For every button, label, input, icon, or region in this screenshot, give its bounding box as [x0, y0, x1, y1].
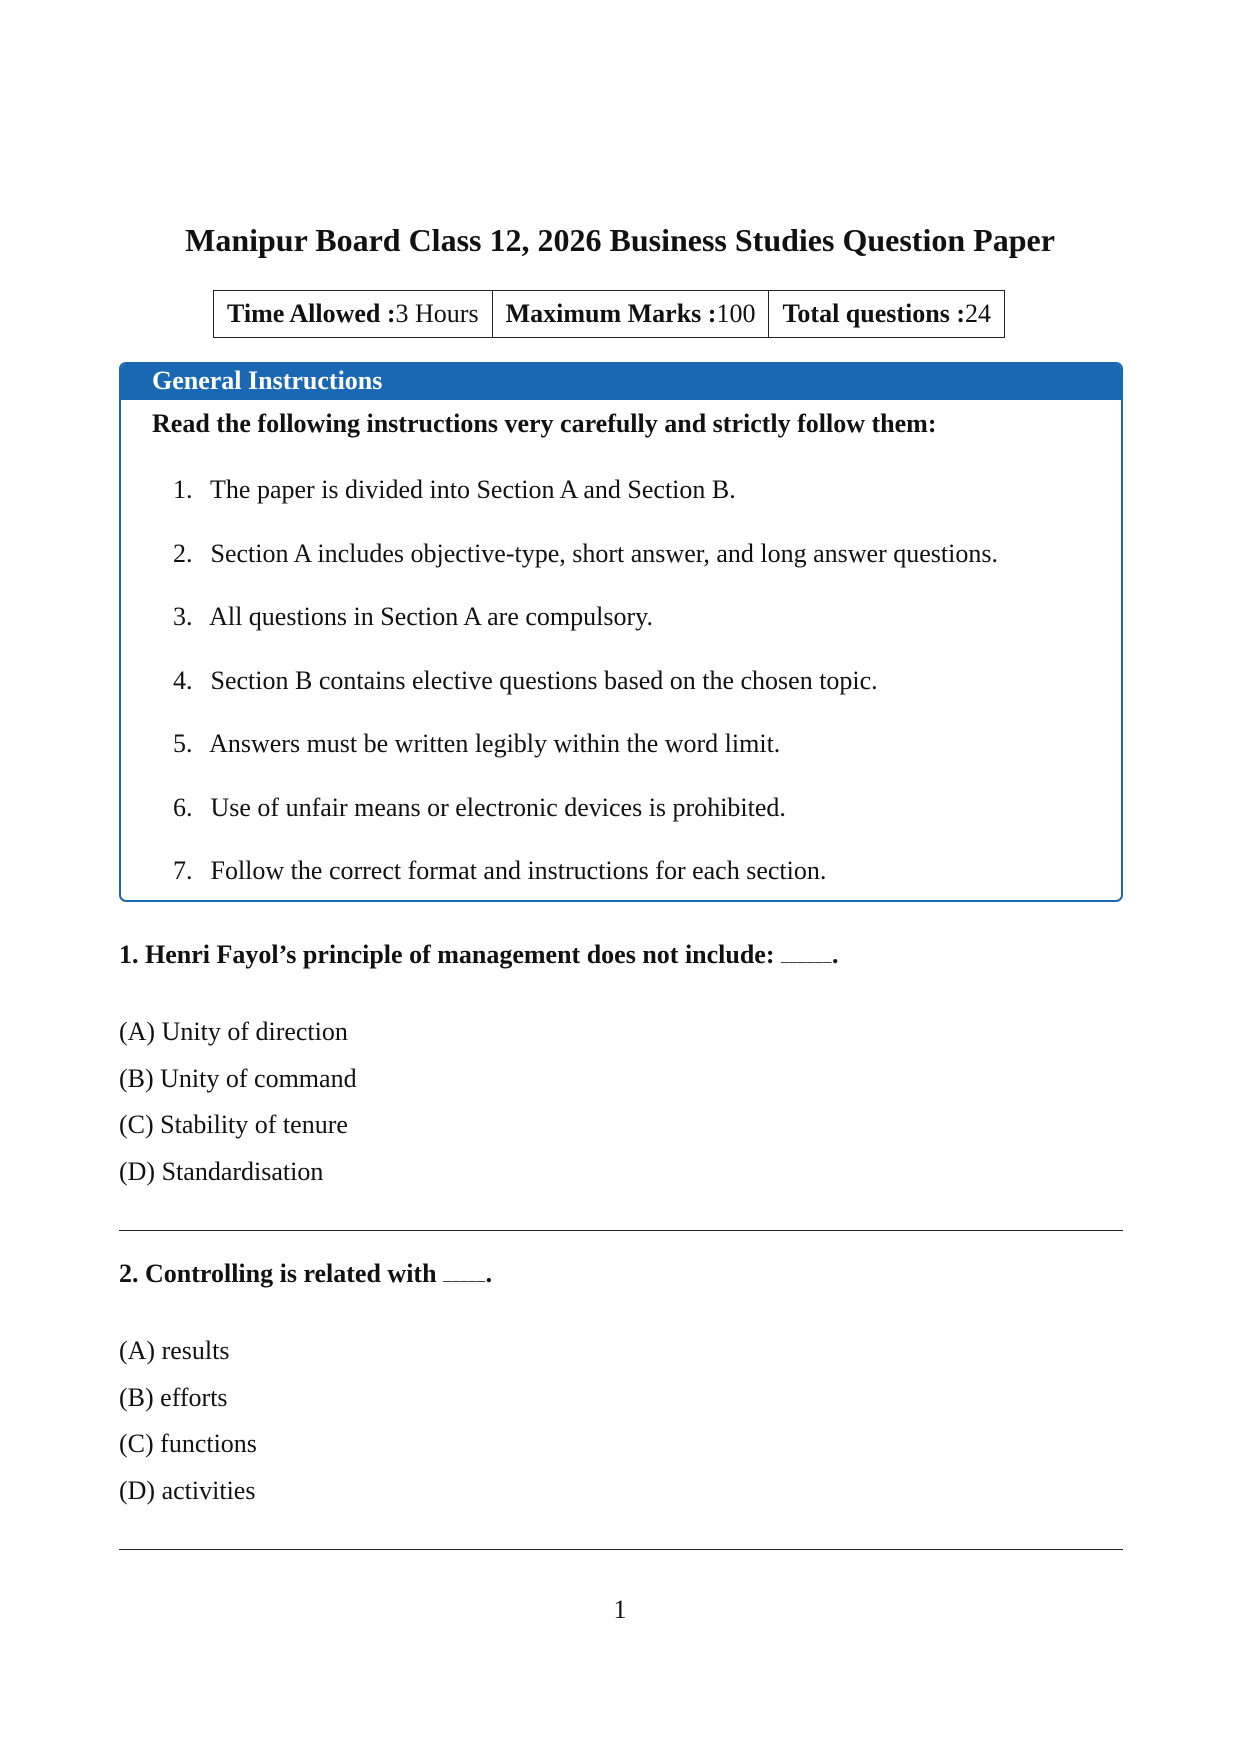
instruction-item	[121, 663, 998, 727]
instruction-item	[121, 536, 998, 600]
instruction-text: The paper is divided into Section A and Section B.	[210, 475, 736, 504]
option-b: (B) Unity of command	[119, 1063, 357, 1093]
question-end: .	[485, 1259, 493, 1288]
general-instructions-box	[119, 362, 1123, 902]
answer-blank: _____	[443, 1267, 486, 1284]
page-number: 1	[613, 1595, 627, 1624]
question-divider	[119, 1549, 1123, 1550]
instructions-lead: Read the following instructions very carefully and strictly follow them:	[152, 409, 937, 438]
time-allowed-cell	[214, 291, 493, 337]
instruction-number: 5.	[173, 729, 193, 758]
total-questions-label: Total questions :	[782, 299, 965, 328]
instructions-list	[121, 472, 998, 902]
instruction-item	[121, 853, 998, 902]
instruction-number: 1.	[173, 475, 193, 504]
option-d: (D) Standardisation	[119, 1157, 324, 1187]
instruction-text: Section B contains elective questions based on the chosen topic.	[210, 665, 878, 695]
instruction-item	[121, 726, 998, 790]
question-options	[119, 1328, 1123, 1515]
instruction-item	[121, 599, 998, 663]
total-questions-cell	[769, 291, 1004, 337]
question-2	[119, 1256, 1123, 1515]
option-a: (A) Unity of direction	[119, 1017, 348, 1046]
maximum-marks-cell	[493, 291, 770, 337]
instruction-text: Follow the correct format and instructions for each section.	[210, 856, 827, 885]
maximum-marks-label: Maximum Marks :	[505, 299, 717, 328]
time-allowed-value: 3 Hours	[395, 299, 479, 328]
instruction-number: 3.	[173, 602, 193, 631]
maximum-marks-value: 100	[716, 299, 756, 328]
instruction-text: Use of unfair means or electronic devices is prohibited.	[210, 792, 786, 822]
question-text: 1. Henri Fayol’s principle of management does not include:	[119, 940, 775, 969]
option-d: (D) activities	[119, 1476, 256, 1506]
instruction-number: 2.	[173, 538, 193, 568]
total-questions-value: 24	[965, 299, 991, 328]
page-title: Manipur Board Class 12, 2026 Business Studies Question Paper	[185, 222, 1055, 258]
exam-meta-table	[213, 290, 1005, 338]
instructions-header: General Instructions	[121, 364, 1121, 400]
time-allowed-label: Time Allowed :	[227, 299, 396, 328]
question-divider	[119, 1230, 1123, 1231]
option-c: (C) functions	[119, 1429, 257, 1459]
instruction-item	[121, 790, 998, 854]
option-a: (A) results	[119, 1336, 230, 1365]
question-end: .	[832, 940, 839, 969]
question-text: 2. Controlling is related with	[119, 1259, 437, 1288]
instruction-number: 4.	[173, 665, 193, 695]
instruction-number: 7.	[173, 856, 193, 885]
instruction-text: All questions in Section A are compulsory.	[209, 602, 653, 631]
question-stem	[119, 1256, 1123, 1294]
question-stem	[119, 937, 1123, 975]
option-b: (B) efforts	[119, 1382, 228, 1412]
question-options	[119, 1009, 1123, 1196]
instruction-item	[121, 472, 998, 536]
instruction-text: Answers must be written legibly within the word limit.	[209, 729, 781, 758]
answer-blank: ______	[781, 948, 833, 965]
question-1	[119, 937, 1123, 1196]
instruction-text: Section A includes objective-type, short answer, and long answer questions.	[210, 538, 998, 568]
instruction-number: 6.	[173, 792, 193, 822]
option-c: (C) Stability of tenure	[119, 1110, 348, 1140]
